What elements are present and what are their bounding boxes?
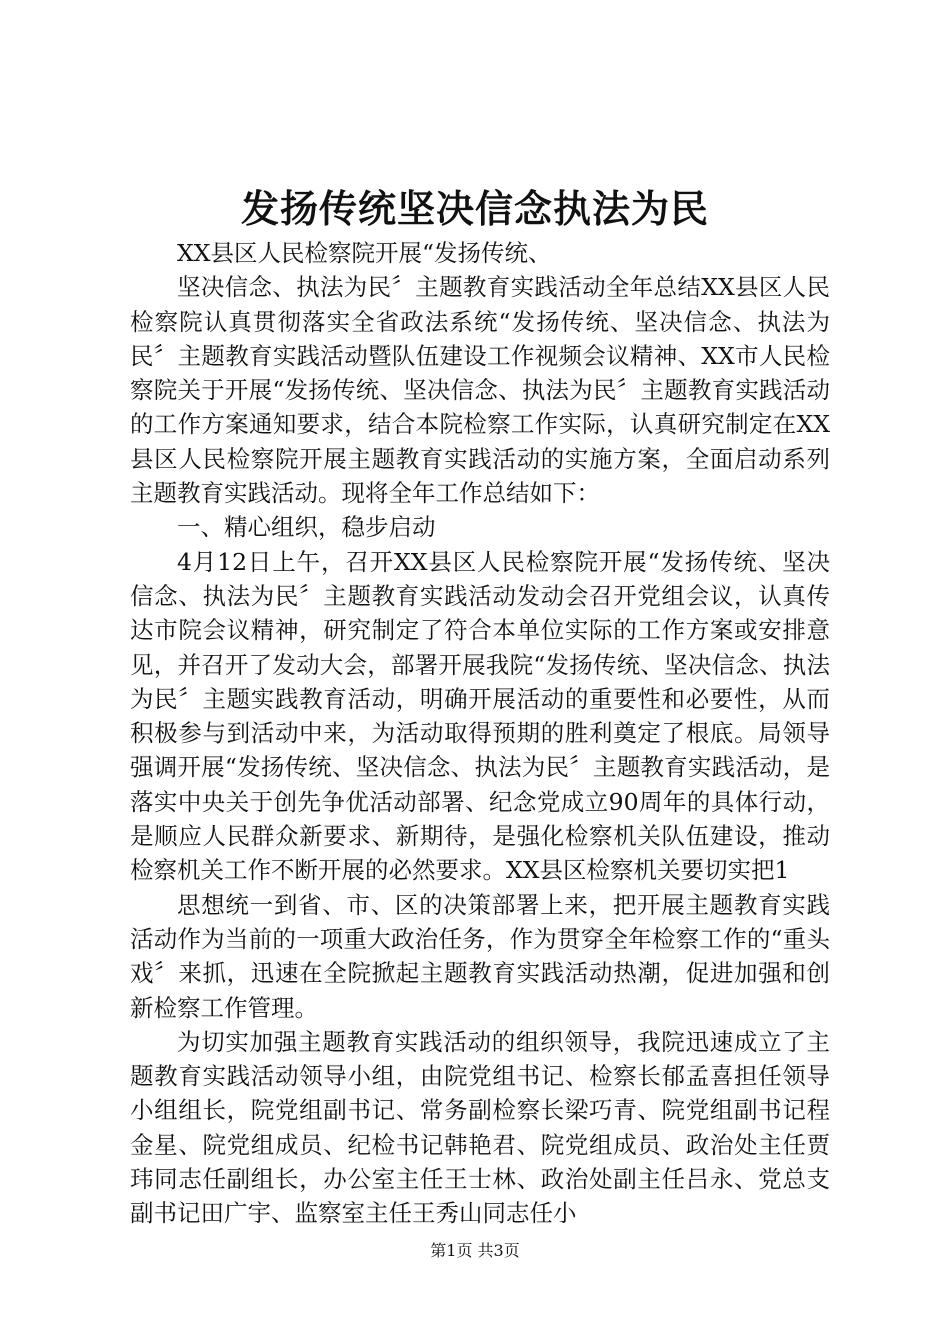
section-heading: 一、精心组织，稳步启动 xyxy=(177,513,436,542)
page-number-footer: 第1页 共3页 xyxy=(430,1241,520,1260)
document-body xyxy=(130,236,830,1231)
paragraph: 为切实加强主题教育实践活动的组织领导，我院迅速成立了主题教育实践活动领导小组，由院党组书记、检察长郁孟喜担任领导小组组长，院党组副书记、常务副检察长梁巧青、院党组副书记程金星、院党组成员、纪检书记韩艳君、院党组成员、政治处主任贾玮同志任副组长，办公室主任王士林、政治处副主任吕永、党总支副书记田广宇、监察室主任王秀山同志任小 xyxy=(130,1027,830,1228)
document-title: 发扬传统坚决信念执法为民 xyxy=(240,186,709,231)
paragraph: XX县区人民检察院开展“发扬传统、 xyxy=(177,239,552,267)
paragraph: 4月12日上午，召开XX县区人民检察院开展“发扬传统、坚决信念、执法为民〞主题教育实践活动发动会召开党组会议，认真传达市院会议精神，研究制定了符合本单位实际的工作方案或安排意见，并召开了发动大会，部署开展我院“发扬传统、坚决信念、执法为民〞主题实践教育活动，明确开展活动的重要性和必要性，从而积极参与到活动中来，为活动取得预期的胜利奠定了根底。局领导强调开展“发扬传统、坚决信念、执法为民〞主题教育实践活动，是落实中央关于创先争优活动部署、纪念党成立90周年的具体行动，是顺应人民群众新要求、新期待，是强化检察机关队伍建设，推动检察机关工作不断开展的必然要求。XX县区检察机关要切实把1 xyxy=(130,547,830,885)
paragraph: 坚决信念、执法为民〞主题教育实践活动全年总结XX县区人民检察院认真贯彻落实全省政法系统“发扬传统、坚决信念、执法为民〞主题教育实践活动暨队伍建设工作视频会议精神、XX市人民检察院关于开展“发扬传统、坚决信念、执法为民〞主题教育实践活动的工作方案通知要求，结合本院检察工作实际，认真研究制定在XX县区人民检察院开展主题教育实践活动的实施方案，全面启动系列主题教育实践活动。现将全年工作总结如下： xyxy=(130,273,830,508)
paragraph: 思想统一到省、市、区的决策部署上来，把开展主题教育实践活动作为当前的一项重大政治任务，作为贯穿全年检察工作的“重头戏〞来抓，迅速在全院掀起主题教育实践活动热潮，促进加强和创新检察工作管理。 xyxy=(130,890,830,1022)
